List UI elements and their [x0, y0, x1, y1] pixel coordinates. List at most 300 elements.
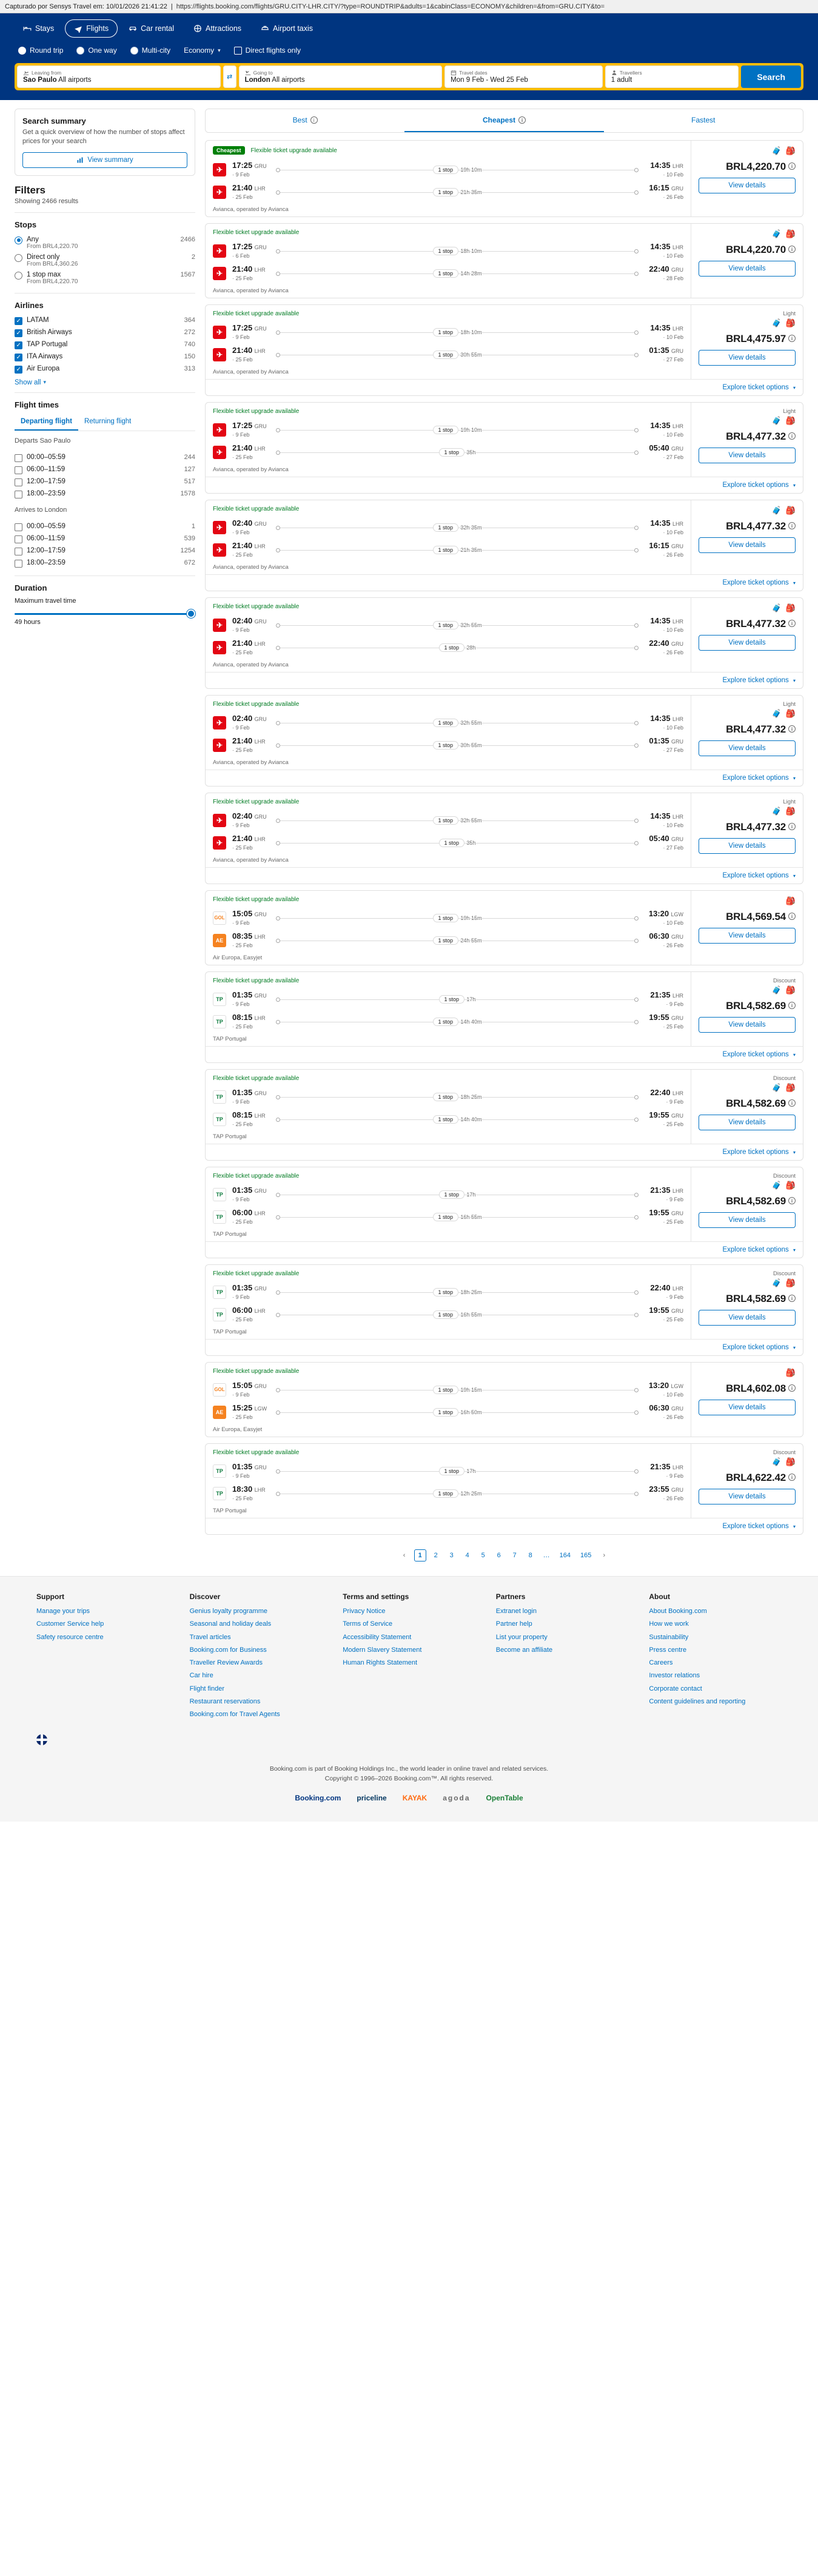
- filter-airline-ita-airways[interactable]: [15, 351, 195, 363]
- checkbox-departs-2[interactable]: [15, 478, 22, 486]
- flight-leg: [213, 929, 683, 951]
- explore-ticket-options[interactable]: [206, 867, 803, 884]
- pagination-page-165[interactable]: 165: [580, 1552, 592, 1559]
- pagination-next[interactable]: ›: [603, 1552, 606, 1559]
- footer-link[interactable]: Travel articles: [189, 1633, 231, 1641]
- pagination-page-1[interactable]: 1: [414, 1549, 426, 1561]
- leg-departure-time: 02:40: [232, 714, 253, 723]
- flight-price: [726, 431, 796, 443]
- filter-arrives-3[interactable]: [15, 557, 195, 569]
- filters-result-count: Showing 2466 results: [15, 197, 79, 205]
- explore-ticket-options-label: Explore ticket options: [722, 1246, 789, 1253]
- info-icon[interactable]: i: [788, 522, 796, 529]
- footer-link[interactable]: Partner help: [495, 1620, 532, 1628]
- filter-airline-air-europa[interactable]: [15, 363, 195, 375]
- filter-departs-1-count: 127: [184, 465, 195, 473]
- nav-item-flights[interactable]: [65, 19, 118, 38]
- trip-type-round-trip[interactable]: [18, 46, 63, 55]
- brand-booking[interactable]: Booking.com: [295, 1794, 341, 1803]
- flight-result-card[interactable]: [205, 304, 803, 396]
- plane-icon: [74, 24, 82, 33]
- flight-result-card[interactable]: [205, 890, 803, 965]
- radio-stops-one-max[interactable]: [15, 272, 22, 280]
- flight-price: [726, 520, 796, 532]
- filter-stops-one-max[interactable]: [15, 269, 195, 287]
- filter-stops-any-price: From BRL4,220.70: [27, 243, 78, 250]
- checkbox-departs-3[interactable]: [15, 491, 22, 498]
- leg-departure-time: 08:35: [232, 931, 253, 941]
- flight-price-value: BRL4,220.70: [726, 161, 786, 172]
- baggage-icons: [772, 1278, 796, 1288]
- filter-departs-1[interactable]: [15, 464, 195, 476]
- flight-price-value: BRL4,475.97: [726, 333, 786, 344]
- filter-arrives-3-label: 18:00–23:59: [27, 558, 65, 566]
- pagination-page-4[interactable]: 4: [465, 1552, 469, 1559]
- flight-operator: TAP Portugal: [213, 1329, 247, 1335]
- explore-ticket-options[interactable]: [206, 1518, 803, 1534]
- info-icon[interactable]: i: [788, 620, 796, 627]
- sort-tab-fastest[interactable]: [604, 109, 803, 132]
- view-details-button[interactable]: View details: [699, 928, 796, 944]
- search-summary-title: Search summary: [22, 116, 86, 126]
- flight-leg: [213, 1183, 683, 1206]
- footer-link[interactable]: Investor relations: [649, 1672, 700, 1680]
- leg-arrival-airport: LHR · 9 Feb: [666, 1464, 683, 1479]
- flight-result-card[interactable]: [205, 793, 803, 884]
- checked-bag-icon: 🎒: [785, 1278, 796, 1287]
- duration-slider-knob[interactable]: [187, 609, 195, 618]
- footer-link[interactable]: Terms of Service: [343, 1620, 393, 1628]
- leg-stops: 1 stop: [433, 1386, 459, 1394]
- brand-agoda[interactable]: agoda: [443, 1794, 471, 1803]
- info-icon[interactable]: i: [788, 1197, 796, 1204]
- duration-slider[interactable]: [15, 605, 195, 615]
- leg-departure-time: 21:40: [232, 541, 253, 550]
- capture-label: Capturado por Sensys Travel em: 10/01/2026 21:41:22: [5, 2, 167, 10]
- footer-link[interactable]: Customer Service help: [36, 1620, 104, 1628]
- checkbox-airline-british-airways[interactable]: [15, 329, 22, 337]
- footer-link[interactable]: Press centre: [649, 1646, 687, 1654]
- footer-link[interactable]: Safety resource centre: [36, 1633, 104, 1641]
- view-details-button[interactable]: View details: [699, 261, 796, 277]
- leg-stops: 1 stop: [433, 1093, 459, 1101]
- flight-result-card[interactable]: [205, 1167, 803, 1258]
- leg-departure-time: 17:25: [232, 323, 253, 332]
- view-details-button[interactable]: View details: [699, 1489, 796, 1504]
- view-details-button[interactable]: View details: [699, 178, 796, 193]
- destination-field[interactable]: [239, 65, 443, 88]
- brand-kayak[interactable]: KAYAK: [402, 1794, 427, 1803]
- info-icon[interactable]: i: [788, 1474, 796, 1481]
- filter-stops-one-max-count: 1567: [180, 270, 195, 278]
- leg-departure-airport: LHR · 25 Feb: [232, 1308, 266, 1323]
- carry-on-bag-icon: 🧳: [771, 506, 782, 515]
- leg-departure-time: 01:35: [232, 1186, 253, 1195]
- search-button[interactable]: Search: [741, 65, 801, 88]
- airline-logo-icon: [213, 739, 226, 752]
- results-column: [205, 109, 803, 1576]
- flight-leg: [213, 1206, 683, 1228]
- carry-on-bag-icon: 🧳: [771, 985, 782, 995]
- flight-result-card[interactable]: [205, 1362, 803, 1437]
- footer-link[interactable]: Genius loyalty programme: [189, 1608, 267, 1615]
- duration-slider-track[interactable]: [15, 613, 195, 615]
- bed-icon: [23, 24, 32, 33]
- baggage-icons: [772, 603, 796, 613]
- leg-arrival-time: 14:35: [650, 518, 671, 528]
- view-details-button[interactable]: View details: [699, 537, 796, 553]
- radio-round-trip[interactable]: [18, 47, 26, 55]
- footer-link[interactable]: Restaurant reservations: [189, 1698, 261, 1706]
- radio-stops-direct[interactable]: [15, 254, 22, 262]
- view-details-button[interactable]: View details: [699, 1400, 796, 1415]
- explore-ticket-options[interactable]: [206, 770, 803, 786]
- footer-link[interactable]: Sustainability: [649, 1633, 689, 1641]
- info-icon[interactable]: i: [788, 1295, 796, 1302]
- filter-departs-2-count: 517: [184, 477, 195, 485]
- swap-button[interactable]: ⇄: [223, 65, 236, 88]
- nav-label-attractions: Attractions: [205, 24, 242, 33]
- primary-nav: [0, 13, 818, 42]
- leg-arrival-time: 21:35: [650, 1462, 671, 1471]
- radio-multi-city[interactable]: [130, 47, 138, 55]
- footer-link[interactable]: Seasonal and holiday deals: [189, 1620, 272, 1628]
- explore-ticket-options[interactable]: [206, 379, 803, 395]
- flight-price-value: BRL4,220.70: [726, 244, 786, 255]
- view-details-button[interactable]: View details: [699, 635, 796, 651]
- leg-departure-airport: GRU · 9 Feb: [232, 326, 267, 340]
- footer-link[interactable]: Modern Slavery Statement: [343, 1646, 422, 1654]
- filter-arrives-1[interactable]: [15, 533, 195, 545]
- leg-departure-airport: GRU · 9 Feb: [232, 619, 267, 633]
- filter-stops-one-max-label: 1 stop max: [27, 270, 61, 278]
- filter-airline-tap-portugal[interactable]: [15, 339, 195, 351]
- explore-ticket-options[interactable]: [206, 1339, 803, 1355]
- explore-ticket-options[interactable]: [206, 574, 803, 591]
- filter-departs-0-label: 00:00–05:59: [27, 453, 65, 461]
- badge-flexible-ticket: Flexible ticket upgrade available: [213, 408, 300, 415]
- capture-separator: |: [170, 2, 173, 10]
- info-icon[interactable]: i: [310, 116, 318, 124]
- filter-stops-direct-price: From BRL4,360.26: [27, 260, 78, 267]
- footer-link[interactable]: Traveller Review Awards: [189, 1659, 263, 1667]
- leg-stops: 1 stop: [433, 328, 459, 337]
- checkbox-airline-latam[interactable]: [15, 317, 22, 325]
- flight-operator: Avianca, operated by Avianca: [213, 564, 289, 571]
- footer-link[interactable]: Privacy Notice: [343, 1608, 386, 1615]
- flight-card-left: [206, 696, 691, 770]
- leg-arrival-time: 22:40: [649, 264, 669, 273]
- flight-result-card[interactable]: [205, 1264, 803, 1356]
- flight-price: [726, 911, 796, 923]
- trip-type-multi-city[interactable]: [130, 46, 170, 55]
- leg-arrival-time: 19:55: [649, 1306, 669, 1315]
- flight-card-left: [206, 1265, 691, 1339]
- filter-airline-latam-label: LATAM: [27, 316, 49, 324]
- flight-leg: [213, 734, 683, 756]
- destination-label: Going to: [253, 70, 273, 76]
- filter-arrives-1-label: 06:00–11:59: [27, 534, 65, 542]
- flight-leg: [213, 441, 683, 463]
- flight-badges: [213, 1075, 683, 1082]
- leg-departure-time: 21:40: [232, 264, 253, 273]
- footer-link[interactable]: Become an affiliate: [495, 1646, 553, 1654]
- pagination-page-8[interactable]: 8: [528, 1552, 532, 1559]
- pagination-page-7[interactable]: 7: [512, 1552, 517, 1559]
- checkbox-departs-0[interactable]: [15, 454, 22, 462]
- brand-priceline[interactable]: priceline: [357, 1794, 387, 1803]
- view-details-button[interactable]: View details: [699, 1017, 796, 1033]
- flight-card-right: [691, 1167, 803, 1241]
- flight-operator: Avianca, operated by Avianca: [213, 662, 289, 668]
- explore-ticket-options[interactable]: [206, 477, 803, 493]
- leg-arrival-time: 19:55: [649, 1208, 669, 1217]
- view-details-button[interactable]: View details: [699, 350, 796, 366]
- radio-stops-any[interactable]: [15, 236, 22, 244]
- flight-result-card[interactable]: [205, 140, 803, 217]
- info-icon[interactable]: i: [788, 246, 796, 253]
- travellers-field[interactable]: [605, 65, 739, 88]
- flight-card-right: [691, 696, 803, 770]
- view-details-button[interactable]: View details: [699, 838, 796, 854]
- info-icon[interactable]: i: [788, 335, 796, 342]
- leg-arrival-airport: GRU · 25 Feb: [663, 1308, 683, 1323]
- flight-result-card[interactable]: [205, 1069, 803, 1161]
- flight-result-card[interactable]: [205, 971, 803, 1063]
- explore-ticket-options[interactable]: [206, 1046, 803, 1062]
- badge-flexible-ticket: Flexible ticket upgrade available: [213, 1075, 300, 1082]
- chevron-down-icon: ▾: [793, 483, 796, 488]
- filter-departs-0[interactable]: [15, 452, 195, 464]
- radio-one-way[interactable]: [76, 47, 84, 55]
- flight-result-card[interactable]: [205, 500, 803, 591]
- flight-price: [726, 1000, 796, 1012]
- leg-arrival-airport: GRU · 26 Feb: [663, 1406, 683, 1420]
- checkbox-airline-air-europa[interactable]: [15, 366, 22, 374]
- filter-stops-direct[interactable]: [15, 252, 195, 269]
- info-icon[interactable]: i: [518, 116, 526, 124]
- footer-link[interactable]: Booking.com for Travel Agents: [189, 1711, 280, 1719]
- leg-stops: 1 stop: [433, 1408, 459, 1417]
- badge-flexible-ticket: Flexible ticket upgrade available: [213, 978, 300, 984]
- footer-link[interactable]: Careers: [649, 1659, 673, 1667]
- flight-badges: [213, 146, 683, 155]
- filter-arrives-2[interactable]: [15, 545, 195, 557]
- info-icon[interactable]: i: [788, 823, 796, 830]
- filter-flight-times-title: Flight times: [15, 400, 59, 409]
- chevron-down-icon: ▾: [793, 1247, 796, 1253]
- info-icon[interactable]: i: [788, 1384, 796, 1392]
- show-all-airlines-button[interactable]: [15, 379, 46, 386]
- origin-field[interactable]: [17, 65, 221, 88]
- fare-tagline: Discount: [773, 1270, 796, 1277]
- info-icon[interactable]: i: [788, 1002, 796, 1009]
- filter-airline-british-airways-label: British Airways: [27, 328, 72, 336]
- view-details-button[interactable]: View details: [699, 448, 796, 463]
- sort-tab-cheapest-label: Cheapest: [482, 116, 515, 124]
- fare-tagline: Discount: [773, 978, 796, 984]
- flight-card-left: [206, 1167, 691, 1241]
- airline-logo-icon: [213, 619, 226, 632]
- flight-results-list: [205, 140, 803, 1535]
- flight-operator: Avianca, operated by Avianca: [213, 287, 289, 294]
- checkbox-direct-only[interactable]: [234, 47, 242, 55]
- nav-item-car-rental[interactable]: [120, 20, 183, 37]
- footer-link[interactable]: Human Rights Statement: [343, 1659, 418, 1667]
- checkbox-airline-tap-portugal[interactable]: [15, 341, 22, 349]
- pagination-page-5[interactable]: 5: [481, 1552, 485, 1559]
- checkbox-arrives-2[interactable]: [15, 548, 22, 555]
- filter-group-duration: [15, 575, 195, 632]
- footer-link[interactable]: Extranet login: [495, 1608, 537, 1615]
- flight-result-card[interactable]: [205, 223, 803, 298]
- explore-ticket-options[interactable]: [206, 672, 803, 688]
- view-details-button[interactable]: View details: [699, 1310, 796, 1326]
- flight-leg: [213, 614, 683, 636]
- brand-opentable[interactable]: OpenTable: [486, 1794, 523, 1803]
- airline-logo-icon: AE: [213, 934, 226, 947]
- leg-arrival-airport: LHR · 10 Feb: [663, 619, 683, 633]
- leg-departure-time: 01:35: [232, 990, 253, 999]
- uk-flag-icon[interactable]: [36, 1734, 47, 1745]
- checkbox-departs-1[interactable]: [15, 466, 22, 474]
- pagination-page-3[interactable]: 3: [449, 1552, 454, 1559]
- filter-departs-3[interactable]: [15, 488, 195, 500]
- leg-stops: 1 stop: [433, 621, 459, 629]
- leg-departure-airport: GRU · 9 Feb: [232, 1090, 267, 1105]
- flight-result-card[interactable]: [205, 402, 803, 494]
- flight-result-card[interactable]: [205, 1443, 803, 1535]
- info-icon[interactable]: i: [788, 725, 796, 733]
- flight-leg: [213, 1482, 683, 1504]
- leg-departure-time: 21:40: [232, 834, 253, 843]
- arrives-title: Arrives to London: [15, 506, 67, 514]
- nav-item-attractions[interactable]: [185, 20, 250, 37]
- leg-arrival-airport: GRU · 27 Feb: [663, 739, 683, 753]
- checkbox-airline-ita-airways[interactable]: [15, 354, 22, 361]
- explore-ticket-options[interactable]: [206, 1144, 803, 1160]
- checkbox-arrives-0[interactable]: [15, 523, 22, 531]
- flight-leg: [213, 240, 683, 262]
- flight-badges: [213, 603, 683, 610]
- airline-logo-icon: [213, 244, 226, 258]
- footer-link[interactable]: List your property: [495, 1633, 548, 1641]
- info-icon[interactable]: i: [788, 913, 796, 920]
- flight-badges: [213, 978, 683, 984]
- capture-bar: [0, 0, 818, 13]
- view-details-button[interactable]: View details: [699, 1115, 796, 1130]
- footer-link[interactable]: Content guidelines and reporting: [649, 1698, 746, 1706]
- checkbox-arrives-3[interactable]: [15, 560, 22, 568]
- person-icon: [611, 70, 617, 76]
- footer-link[interactable]: Manage your trips: [36, 1608, 90, 1615]
- nav-item-stays[interactable]: [15, 20, 62, 37]
- dates-field[interactable]: [444, 65, 603, 88]
- pagination-page-164[interactable]: 164: [559, 1552, 571, 1559]
- leg-stops: 1 stop: [439, 1190, 465, 1199]
- footer-link[interactable]: About Booking.com: [649, 1608, 707, 1615]
- info-icon[interactable]: i: [788, 432, 796, 440]
- leg-arrival-airport: GRU · 26 Feb: [663, 641, 683, 656]
- pagination-page-6[interactable]: 6: [497, 1552, 501, 1559]
- filter-airline-latam[interactable]: [15, 315, 195, 327]
- explore-ticket-options[interactable]: [206, 1241, 803, 1258]
- filter-arrives-1-count: 539: [184, 534, 195, 542]
- footer-column-title: Discover: [189, 1592, 221, 1601]
- filter-stops-any[interactable]: [15, 234, 195, 252]
- leg-departure-airport: GRU · 9 Feb: [232, 1286, 267, 1300]
- flight-result-card[interactable]: [205, 695, 803, 787]
- filter-arrives-0-label: 00:00–05:59: [27, 522, 65, 530]
- view-summary-button[interactable]: [22, 152, 187, 168]
- checked-bag-icon: 🎒: [785, 896, 796, 905]
- leg-departure-airport: LHR · 25 Feb: [232, 739, 266, 753]
- leg-departure-time: 17:25: [232, 161, 253, 170]
- airline-logo-icon: TP: [213, 1308, 226, 1321]
- tab-returning-flight[interactable]: Returning flight: [84, 417, 132, 425]
- language-selector[interactable]: [36, 1723, 782, 1753]
- filter-departs-2[interactable]: [15, 476, 195, 488]
- leg-arrival-time: 14:35: [650, 242, 671, 251]
- footer-link[interactable]: Corporate contact: [649, 1685, 702, 1692]
- leg-arrival-time: 14:35: [650, 421, 671, 430]
- airline-logo-icon: TP: [213, 1286, 226, 1299]
- leg-arrival-time: 01:35: [649, 736, 669, 745]
- footer-link[interactable]: Car hire: [189, 1672, 213, 1680]
- explore-ticket-options-label: Explore ticket options: [722, 872, 789, 879]
- baggage-icons: [772, 318, 796, 328]
- filter-duration-title: Duration: [15, 583, 47, 592]
- nav-item-airport-taxis[interactable]: [252, 20, 321, 37]
- filter-airline-british-airways[interactable]: [15, 327, 195, 339]
- footer-link[interactable]: Accessibility Statement: [343, 1633, 412, 1641]
- filter-departs-0-count: 244: [184, 453, 195, 461]
- footer-link[interactable]: Booking.com for Business: [189, 1646, 267, 1654]
- trip-type-one-way[interactable]: [76, 46, 116, 55]
- leg-departure-airport: LHR · 25 Feb: [232, 1015, 266, 1030]
- flight-operator: Air Europa, Easyjet: [213, 1426, 263, 1433]
- checked-bag-icon: 🎒: [785, 416, 796, 425]
- leg-arrival-airport: LHR · 10 Feb: [663, 716, 683, 731]
- info-icon[interactable]: i: [788, 1099, 796, 1107]
- search-summary-card: [15, 109, 195, 176]
- pagination-page-2[interactable]: 2: [434, 1552, 438, 1559]
- badge-flexible-ticket: Flexible ticket upgrade available: [213, 896, 300, 903]
- flight-leg: [213, 181, 683, 203]
- info-icon[interactable]: i: [788, 163, 796, 170]
- view-details-button[interactable]: View details: [699, 740, 796, 756]
- leg-stops: 1 stop: [439, 448, 465, 457]
- filter-arrives-0[interactable]: [15, 521, 195, 533]
- pagination-prev[interactable]: ‹: [403, 1552, 406, 1559]
- view-details-button[interactable]: View details: [699, 1212, 796, 1228]
- flight-result-card[interactable]: [205, 597, 803, 689]
- sort-tab-best[interactable]: [206, 109, 404, 132]
- checked-bag-icon: 🎒: [785, 807, 796, 816]
- footer-link[interactable]: How we work: [649, 1620, 689, 1628]
- filter-stops-one-max-price: From BRL4,220.70: [27, 278, 78, 285]
- flight-operator: TAP Portugal: [213, 1508, 247, 1514]
- checkbox-arrives-1[interactable]: [15, 535, 22, 543]
- leg-arrival-airport: GRU · 26 Feb: [663, 543, 683, 558]
- tab-departing-flight[interactable]: Departing flight: [15, 414, 78, 431]
- direct-flights-only-toggle[interactable]: [234, 46, 301, 55]
- cabin-class-selector[interactable]: [184, 46, 221, 55]
- sort-tab-cheapest[interactable]: [404, 109, 603, 132]
- calendar-icon: [451, 70, 457, 76]
- footer-legal-line-1: Booking.com is part of Booking Holdings Inc., the world leader in online travel and related services.: [269, 1765, 549, 1773]
- footer-link[interactable]: Flight finder: [189, 1685, 225, 1692]
